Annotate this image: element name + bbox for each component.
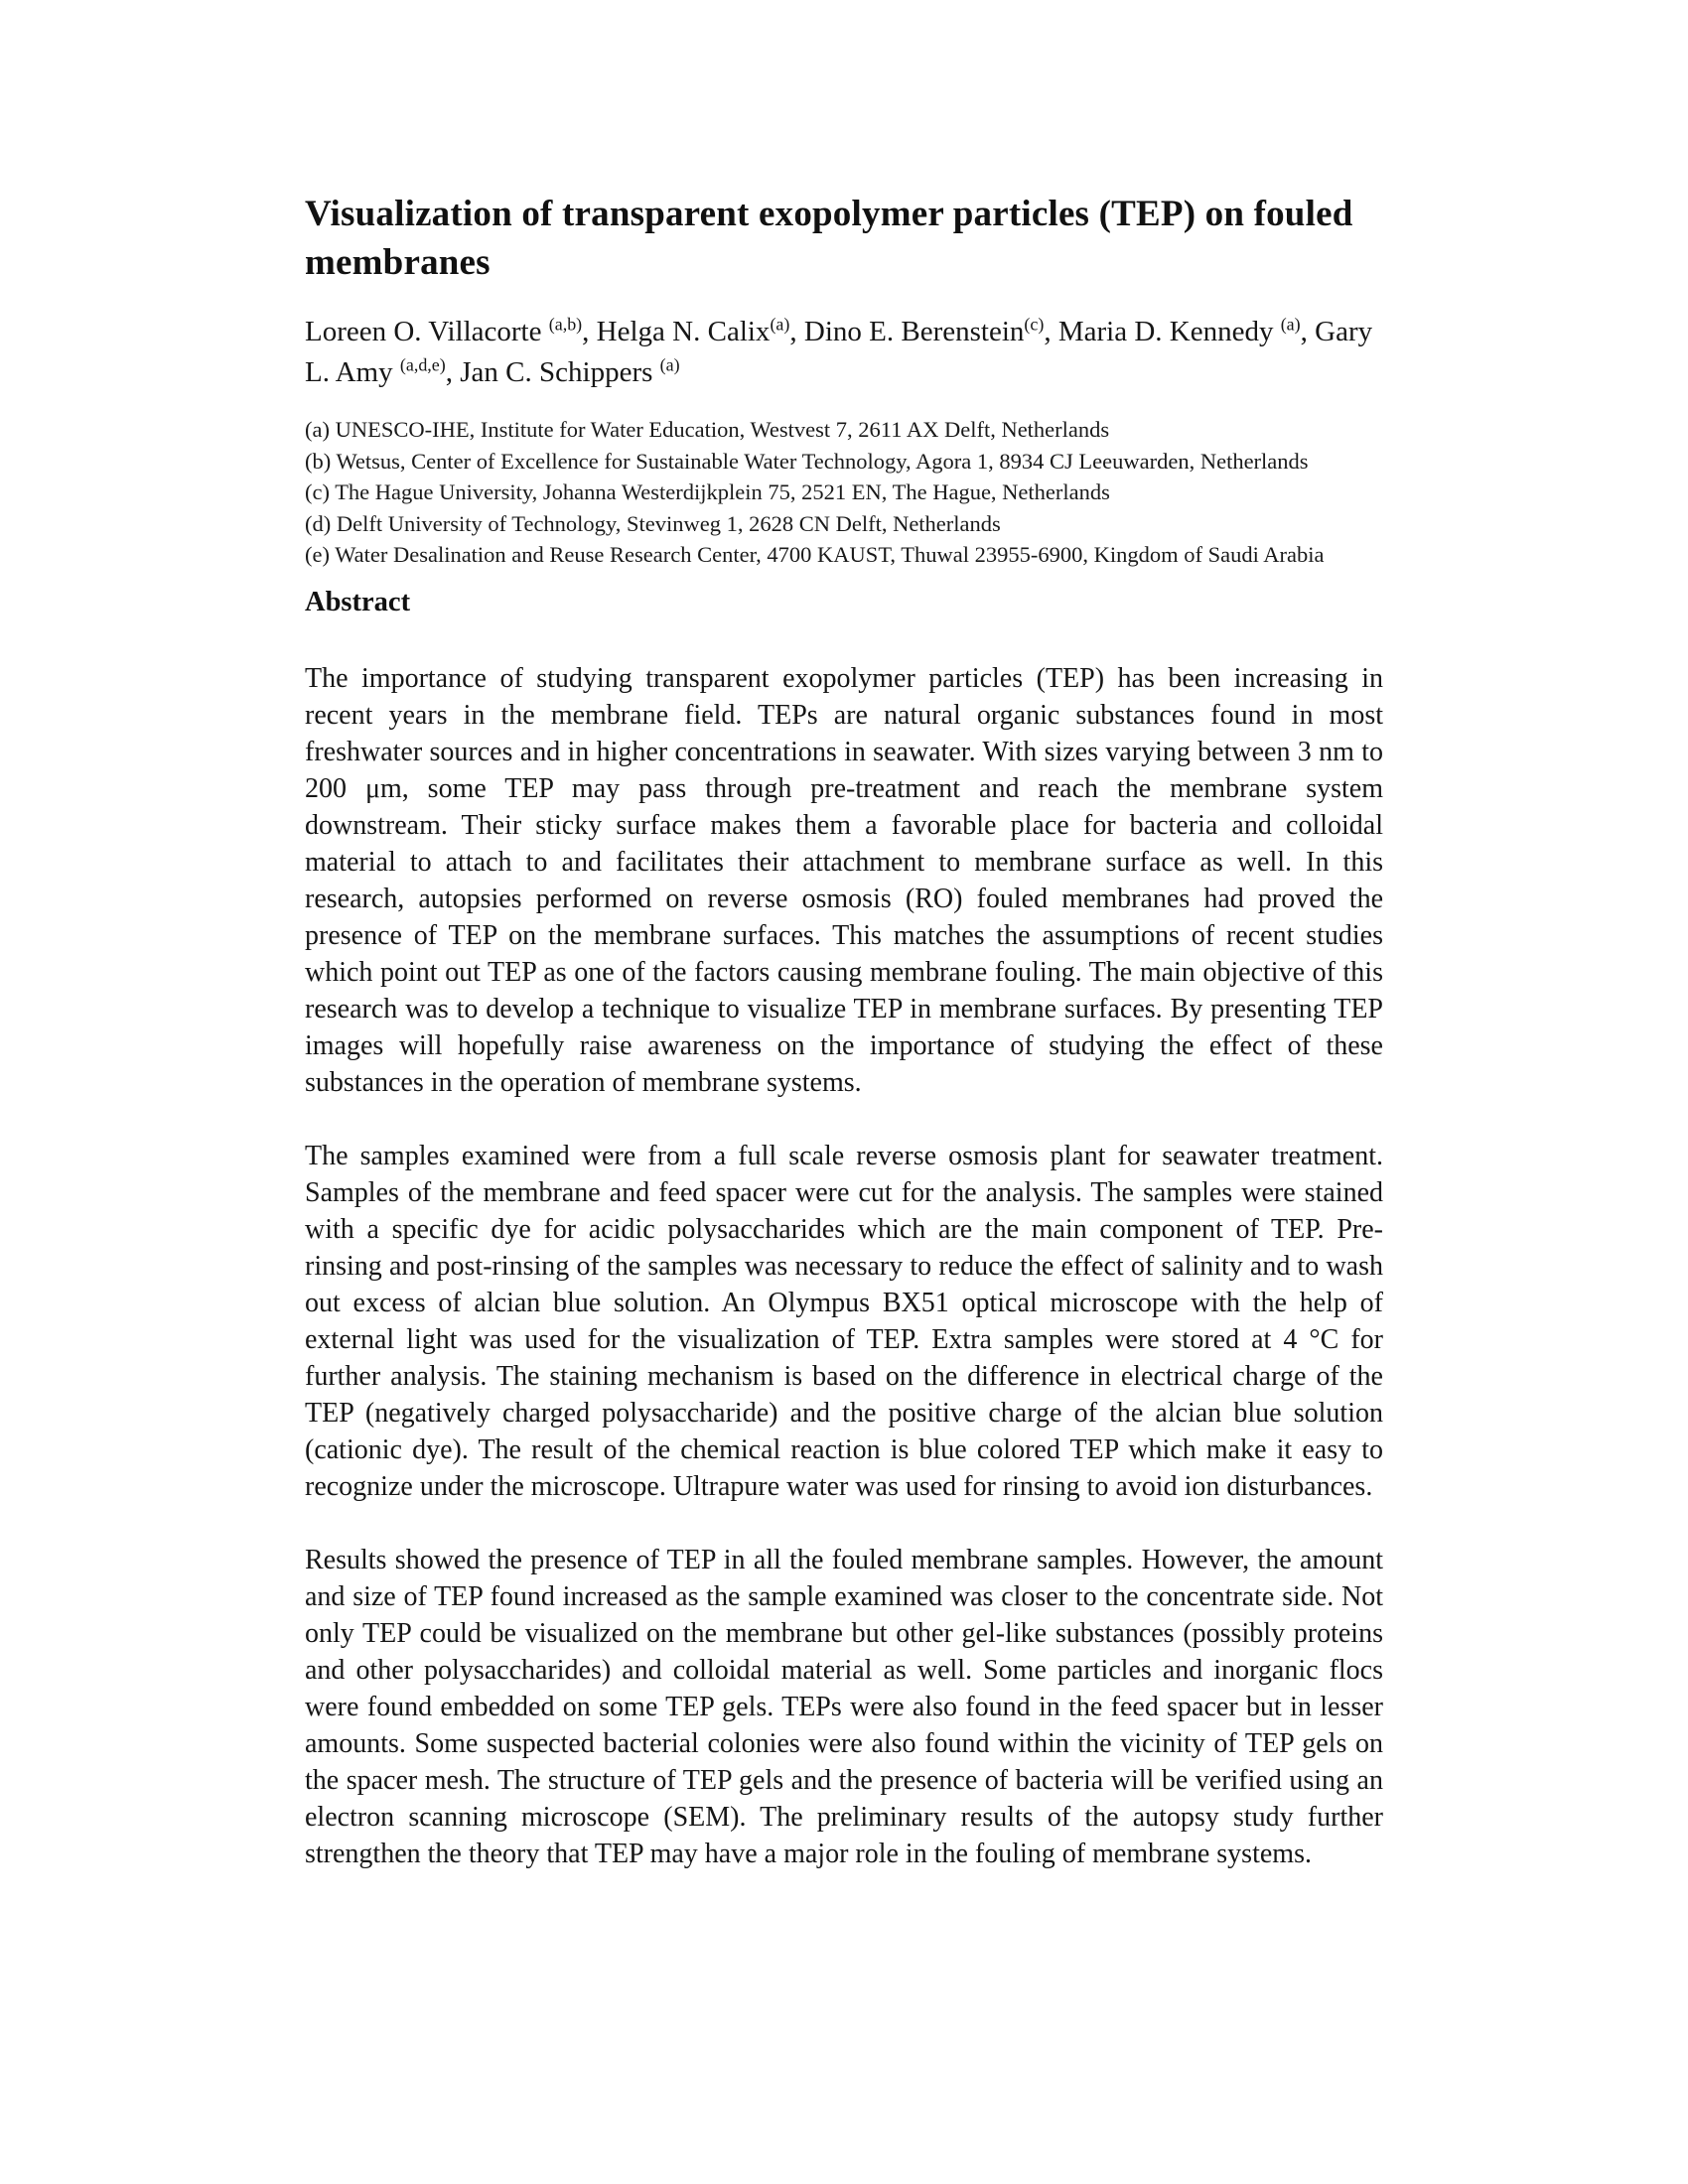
author-affiliation-superscript: (a): [1280, 314, 1301, 334]
author-separator: ,: [445, 355, 461, 388]
author-affiliation-superscript: (a,d,e): [399, 354, 446, 375]
author: [804, 316, 1058, 347]
author-name: Helga N. Calix: [596, 315, 771, 347]
author-name: Dino E. Berenstein: [803, 315, 1025, 347]
author-name: Jan C. Schippers: [460, 355, 660, 388]
abstract-heading: Abstract: [305, 586, 411, 617]
affiliation-line: (a) UNESCO-IHE, Institute for Water Education, Westvest 7, 2611 AX Delft, Netherlands: [305, 417, 1110, 442]
paper-title: Visualization of transparent exopolymer particles (TEP) on fouled membranes: [305, 194, 1353, 283]
author-name: Loreen O. Villacorte: [305, 315, 549, 347]
abstract-paragraph: Results showed the presence of TEP in all the fouled membrane samples. However, the amount and size of TEP found increased as the sample examined was closer to the concentrate side. Not only TEP could be visualized on the membrane but other gel-like substances (possibly proteins and other polysaccharides) and colloidal material as well. Some particles and inorganic flocs were found embedded on some TEP gels. TEPs were also found in the feed spacer but in lesser amounts. Some suspected bacterial colonies were also found within the vicinity of TEP gels on the spacer mesh. The structure of TEP gels and the presence of bacteria will be verified using an electron scanning microscope (SEM). The preliminary results of the autopsy study further strengthen the theory that TEP may have a major role in the fouling of membrane systems.: [305, 1544, 1383, 1869]
author-separator: ,: [1044, 315, 1058, 347]
author-name: Maria D. Kennedy: [1057, 315, 1281, 347]
paper-content-column: [305, 191, 1383, 1872]
affiliation-line: (e) Water Desalination and Reuse Research Center, 4700 KAUST, Thuwal 23955-6900, Kingdom of Saudi Arabia: [305, 542, 1325, 567]
author-affiliation-superscript: (a): [659, 354, 680, 375]
author-name: Gary L. Amy: [305, 315, 1373, 388]
affiliation-list: [305, 414, 1383, 571]
author: [460, 356, 679, 388]
author: [1058, 316, 1315, 347]
author-affiliation-superscript: (c): [1024, 314, 1045, 334]
author-separator: ,: [789, 315, 804, 347]
author-list: [305, 312, 1383, 393]
affiliation-line: (b) Wetsus, Center of Excellence for Sustainable Water Technology, Agora 1, 8934 CJ Leeuwarden, Netherlands: [305, 448, 1309, 474]
affiliation-line: (c) The Hague University, Johanna Westerdijkplein 75, 2521 EN, The Hague, Netherlands: [305, 479, 1110, 504]
author-separator: ,: [582, 315, 597, 347]
author-affiliation-superscript: (a,b): [548, 314, 583, 334]
author: [305, 316, 597, 347]
abstract-paragraph: The samples examined were from a full scale reverse osmosis plant for seawater treatment. Samples of the membrane and feed spacer were cut for the analysis. The samples were stained with a specific dye for acidic polysaccharides which are the main component of TEP. Pre- rinsing and post-rinsing of the samples was necessary to reduce the effect of salinity and to wash out excess of alcian blue solution. An Olympus BX51 optical microscope with the help of external light was used for the visualization of TEP. Extra samples were stored at 4 °C for further analysis. The staining mechanism is based on the difference in electrical charge of the TEP (negatively charged polysaccharide) and the positive charge of the alcian blue solution (cationic dye). The result of the chemical reaction is blue colored TEP which make it easy to recognize under the microscope. Ultrapure water was used for rinsing to avoid ion disturbances.: [305, 1140, 1383, 1502]
author-separator: ,: [1300, 315, 1316, 347]
abstract-paragraph: The importance of studying transparent exopolymer particles (TEP) has been increasing in recent years in the membrane field. TEPs are natural organic substances found in most freshwater sources and in higher concentrations in seawater. With sizes varying between 3 nm to 200 μm, some TEP may pass through pre-treatment and reach the membrane system downstream. Their sticky surface makes them a favorable place for bacteria and colloidal material to attach to and facilitates their attachment to membrane surface as well. In this research, autopsies performed on reverse osmosis (RO) fouled membranes had proved the presence of TEP on the membrane surfaces. This matches the assumptions of recent studies which point out TEP as one of the factors causing membrane fouling. The main objective of this research was to develop a technique to visualize TEP in membrane surfaces. By presenting TEP images will hopefully raise awareness on the importance of studying the effect of these substances in the operation of membrane systems.: [305, 662, 1383, 1098]
author: [597, 316, 804, 347]
affiliation-line: (d) Delft University of Technology, Stevinweg 1, 2628 CN Delft, Netherlands: [305, 510, 1001, 536]
author-affiliation-superscript: (a): [770, 314, 790, 334]
